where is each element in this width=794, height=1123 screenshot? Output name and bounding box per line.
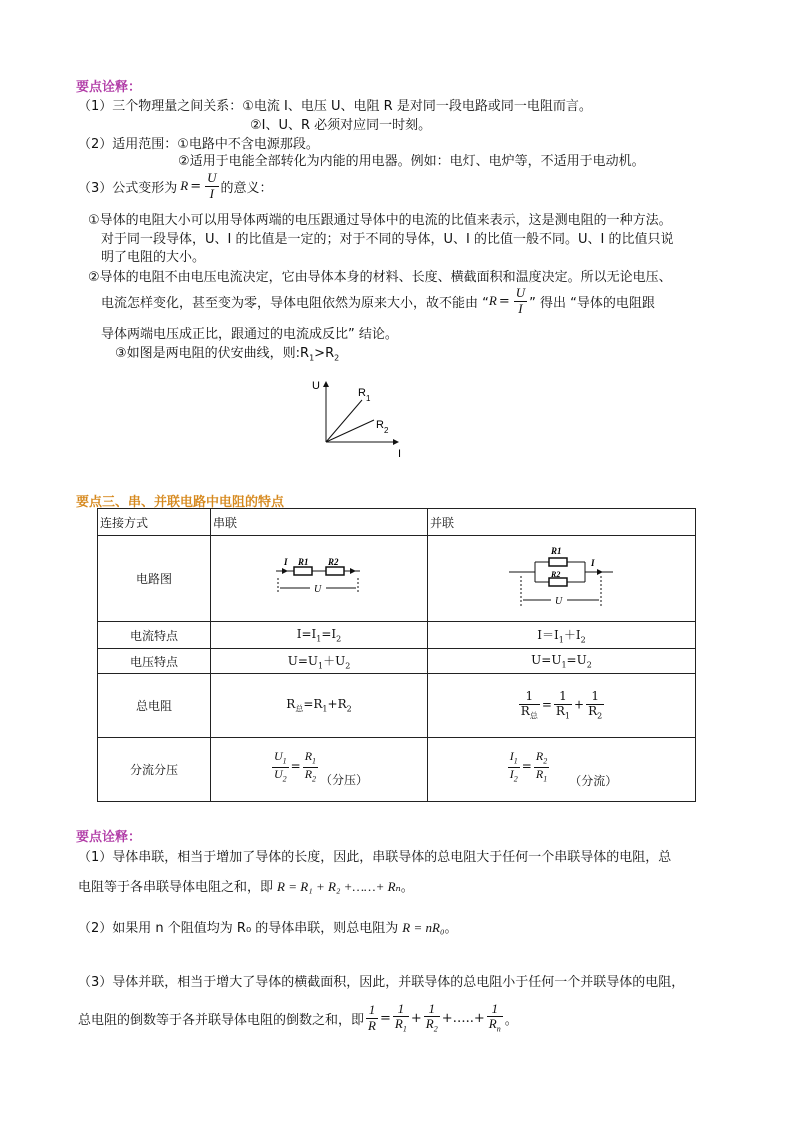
text-line <box>115 342 339 363</box>
text-fragment: >R <box>314 346 335 361</box>
table-header-row <box>98 509 696 536</box>
svg-text:R2: R2 <box>550 570 560 579</box>
series-divide-cell: $\frac{U_1}{U_2}$ = $\frac{R_1}{R_2}$ （分压） <box>211 738 428 802</box>
text-line: ②适用于电能全部转化为内能的用电器。例如：电灯、电炉等，不适用于电动机。 <box>178 154 645 169</box>
series-voltage-cell: $U=U_1+U_2$ <box>211 649 428 674</box>
section-heading: 要点三、串、并联电路中电阻的特点 <box>76 495 285 510</box>
series-circuit-diagram <box>274 556 364 598</box>
text-line: （3）导体并联，相当于增大了导体的横截面积，因此，并联导体的总电阻小于任何一个并联导体的电阻， <box>78 975 685 990</box>
table-row <box>98 738 696 802</box>
numerator: U <box>207 170 217 186</box>
svg-text:I: I <box>590 558 595 568</box>
parallel-divide-cell: $\frac{I_1}{I_2}$ = $\frac{R_2}{R_1}$ （分流） <box>428 738 696 802</box>
header-cell: 串联 <box>211 509 428 536</box>
formula: R = R₁ + R₂ +……+ Rₙ <box>277 879 401 894</box>
y-axis-label: U <box>312 380 320 392</box>
formula-lhs: R <box>180 178 189 193</box>
row-label: 总电阻 <box>98 674 211 738</box>
denominator: I <box>209 185 214 201</box>
r2-line <box>326 420 374 442</box>
section-heading: 要点诠释： <box>76 80 142 95</box>
formula-lhs: R <box>488 293 497 308</box>
formula: R = nR₀ <box>402 920 445 935</box>
table-row <box>98 674 696 738</box>
formula-line: 总电阻的倒数等于各并联导体电阻的倒数之和，即 $\frac{1}{R}$ = $\frac{1}{R_1}$ + $\frac{1}{R_2}$ +…..+ $\frac{1}{R_n}$ 。 <box>78 1000 518 1034</box>
text-line: （2）如果用 n 个阻值均为 R₀ 的导体串联，则总电阻为 R = nR₀。 <box>78 920 458 936</box>
formula-eq: = <box>498 293 510 309</box>
formula-fraction <box>514 286 527 316</box>
header-cell: 连接方式 <box>98 509 211 536</box>
subscript: 2 <box>334 353 340 363</box>
text-fragment: （3）公式变形为 <box>78 180 178 196</box>
svg-text:U: U <box>554 596 562 607</box>
resistance-table <box>97 508 696 802</box>
text-line: （1）三个物理量之间关系：①电流 I、电压 U、电阻 R 是对同一段电路或同一电阻而言。 <box>78 99 592 114</box>
section-heading: 要点诠释： <box>76 830 142 845</box>
text-line: 明了电阻的大小。 <box>101 250 206 265</box>
text-fragment: ③如图是两电阻的伏安曲线，则:R <box>115 346 310 361</box>
text-line: （1）导体串联，相当于增加了导体的长度，因此，串联导体的总电阻大于任何一个串联导体的电阻，总 <box>78 850 672 865</box>
table-row <box>98 622 696 649</box>
numerator: U <box>515 285 526 301</box>
r1-label: $R_1$ <box>358 387 371 403</box>
table-row <box>98 536 696 622</box>
text-line: （2）适用范围：①电路中不含电源那段。 <box>78 137 319 152</box>
row-label: 电路图 <box>98 536 211 622</box>
text-line: ②I、U、R 必须对应同一时刻。 <box>250 118 432 133</box>
parallel-circuit-cell <box>428 536 696 622</box>
row-label: 电流特点 <box>98 622 211 649</box>
r1-line <box>326 400 362 442</box>
formula-line <box>101 282 655 320</box>
x-axis-label: I <box>398 448 402 460</box>
text-line: 电阻等于各串联导体电阻之和，即 R = R₁ + R₂ +……+ Rₙ。 <box>78 879 414 895</box>
text-line: 导体两端电压成正比，跟通过的电流成反比” 结论。 <box>101 327 398 342</box>
r2-label: $R_2$ <box>376 419 389 435</box>
series-circuit-cell <box>211 536 428 622</box>
svg-text:R1: R1 <box>550 546 562 556</box>
denominator: I <box>518 300 523 316</box>
text-line: 对于同一段导体，U、I 的比值是一定的；对于不同的导体，U、I 的比值一般不同。U、I 的比值只说 <box>101 232 674 247</box>
parallel-voltage-cell: $U=U_1=U_2$ <box>428 649 696 674</box>
series-current-cell: $I=I_1=I_2$ <box>211 622 428 649</box>
svg-text:R2: R2 <box>328 557 339 567</box>
row-label: 电压特点 <box>98 649 211 674</box>
parallel-circuit-diagram <box>507 542 617 612</box>
header-cell: 并联 <box>428 509 696 536</box>
text-fragment: 电流怎样变化，甚至变为零，导体电阻依然为原来大小，故不能由 “ <box>101 295 489 311</box>
iv-graph <box>300 372 410 464</box>
formula-line <box>78 168 273 204</box>
svg-text:I: I <box>284 557 288 567</box>
series-total-cell: $R_总=R_1+R_2$ <box>211 674 428 738</box>
svg-text:U: U <box>314 584 322 595</box>
row-label: 分流分压 <box>98 738 211 802</box>
table-row <box>98 649 696 674</box>
parallel-total-cell: $\frac{1}{R_总}$ = $\frac{1}{R_1}$ + $\frac{1}{R_2}$ <box>428 674 696 738</box>
text-fragment: 的意义： <box>220 180 273 196</box>
formula-eq: = <box>190 178 202 194</box>
subscript: 1 <box>309 353 315 363</box>
parallel-current-cell: $I=I_1+I_2$ <box>428 622 696 649</box>
svg-text:R1: R1 <box>298 557 309 567</box>
text-fragment: ” 得出 “导体的电阻跟 <box>529 295 655 311</box>
formula-fraction <box>205 171 218 201</box>
text-line: ②导体的电阻不由电压电流决定，它由导体本身的材料、长度、横截面积和温度决定。所以无论电压、 <box>88 270 672 285</box>
text-line: ①导体的电阻大小可以用导体两端的电压跟通过导体中的电流的比值来表示，这是测电阻的一种方法。 <box>88 213 672 228</box>
